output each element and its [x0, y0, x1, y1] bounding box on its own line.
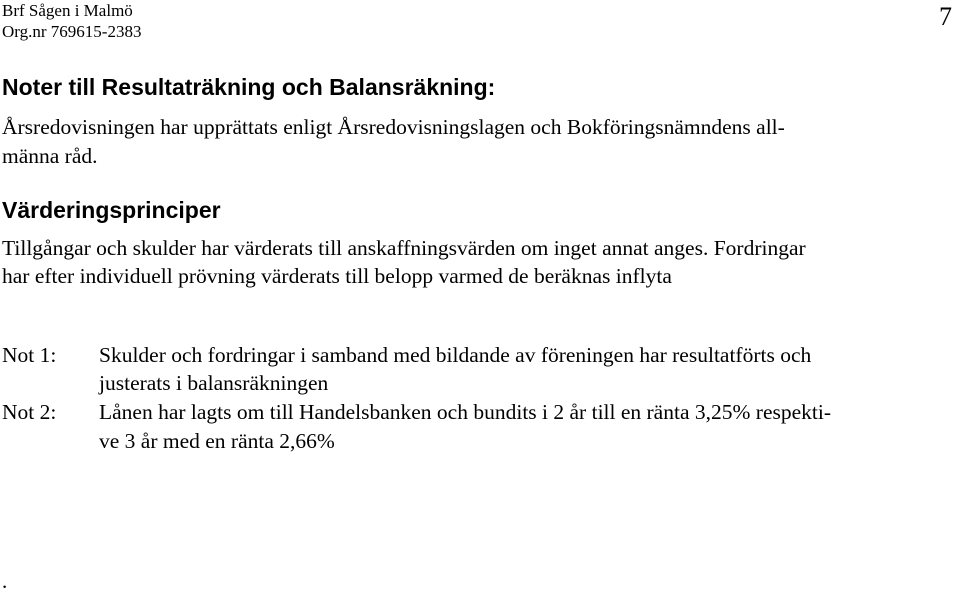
note-2-label: Not 2: [2, 400, 57, 424]
intro-line-2: männa råd. [2, 144, 98, 168]
org-number: Org.nr 769615-2383 [2, 22, 142, 41]
valuation-line-1: Tillgångar och skulder har värderats till anskaffningsvärden om inget annat anges. Fordringar [2, 236, 806, 260]
footer-mark: . [2, 569, 8, 593]
valuation-heading: Värderingsprinciper [2, 197, 221, 223]
note-1-label: Not 1: [2, 343, 57, 367]
valuation-line-2: har efter individuell prövning värderats till belopp varmed de beräknas inflyta [2, 264, 672, 288]
note-1-line-1: Skulder och fordringar i samband med bildande av föreningen har resultatförts och [99, 343, 812, 367]
intro-line-1: Årsredovisningen har upprättats enligt Årsredovisningslagen och Bokföringsnämndens all- [2, 115, 785, 139]
org-name: Brf Sågen i Malmö [2, 1, 133, 20]
notes-title: Noter till Resultaträkning och Balansräkning: [2, 74, 496, 100]
note-2-line-2: ve 3 år med en ränta 2,66% [99, 429, 335, 453]
page-number: 7 [939, 2, 952, 31]
note-2-line-1: Lånen har lagts om till Handelsbanken och bundits i 2 år till en ränta 3,25% respekti- [99, 400, 831, 424]
note-1-line-2: justerats i balansräkningen [99, 371, 329, 395]
